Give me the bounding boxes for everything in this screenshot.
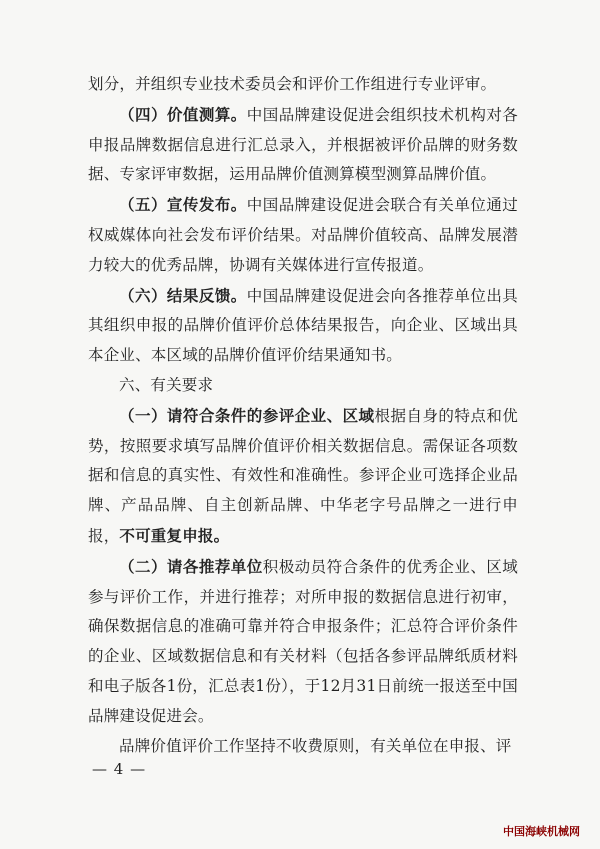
paragraph-value-calculation xyxy=(88,100,518,190)
text-requirement-2: 积极动员符合条件的优秀企业、区域参与评价工作，并进行推荐；对所申报的数据信息进行初审，确保数据信息的准确可靠并符合申报条件；汇总符合评价条件的企业、区域数据信息和有关材料（包括各参评品牌纸质材料和电子版各1份，汇总表1份），于12月31日前统一报送至中国品牌建设促进会。 xyxy=(88,557,518,725)
section-heading-requirements: 六、有关要求 xyxy=(119,375,214,394)
source-watermark: 中国海峡机械网 xyxy=(503,825,580,838)
paragraph-continuation: 划分，并组织专业技术委员会和评价工作组进行专业评审。 xyxy=(88,75,497,93)
heading-feedback: （六）结果反馈。 xyxy=(119,285,247,305)
text-value-calculation: 中国品牌建设促进会组织技术机构对各申报品牌数据信息进行汇总录入，并根据被评价品牌的财务数据、专家评审数据，运用品牌价值测算模型测算品牌价值。 xyxy=(88,105,518,184)
paragraph-no-fee: 品牌价值评价工作坚持不收费原则，有关单位在申报、评 xyxy=(119,736,512,755)
paragraph-requirement-1 xyxy=(88,401,518,552)
text-publicity: 中国品牌建设促进会联合有关单位通过权威媒体向社会发布评价结果。对品牌价值较高、品牌发展潜力较大的优秀品牌，协调有关媒体进行宣传报道。 xyxy=(88,196,518,274)
text-requirement-1: 根据自身的特点和优势，按照要求填写品牌价值评价相关数据信息。需保证各项数据和信息的真实性、有效性和准确性。参评企业可选择企业品牌、产品品牌、自主创新品牌、中华老字号品牌之一进行申报， xyxy=(88,406,518,545)
text-requirement-1-emphasis: 不可重复申报。 xyxy=(119,525,230,545)
paragraph-feedback xyxy=(88,281,518,371)
heading-requirement-2: （二）请各推荐单位 xyxy=(119,556,263,576)
heading-publicity: （五）宣传发布。 xyxy=(119,195,247,215)
text-feedback: 中国品牌建设促进会向各推荐单位出具其组织申报的品牌价值评价总体结果报告，向企业、区域出具本企业、本区域的品牌价值评价结果通知书。 xyxy=(88,286,518,365)
page-number: — 4 — xyxy=(92,760,147,778)
document-body xyxy=(88,70,518,761)
paragraph-requirement-2 xyxy=(88,552,518,732)
heading-requirement-1: （一）请符合条件的参评企业、区域 xyxy=(119,405,375,425)
paragraph-publicity xyxy=(88,190,518,280)
heading-value-calculation: （四）价值测算。 xyxy=(119,104,247,124)
